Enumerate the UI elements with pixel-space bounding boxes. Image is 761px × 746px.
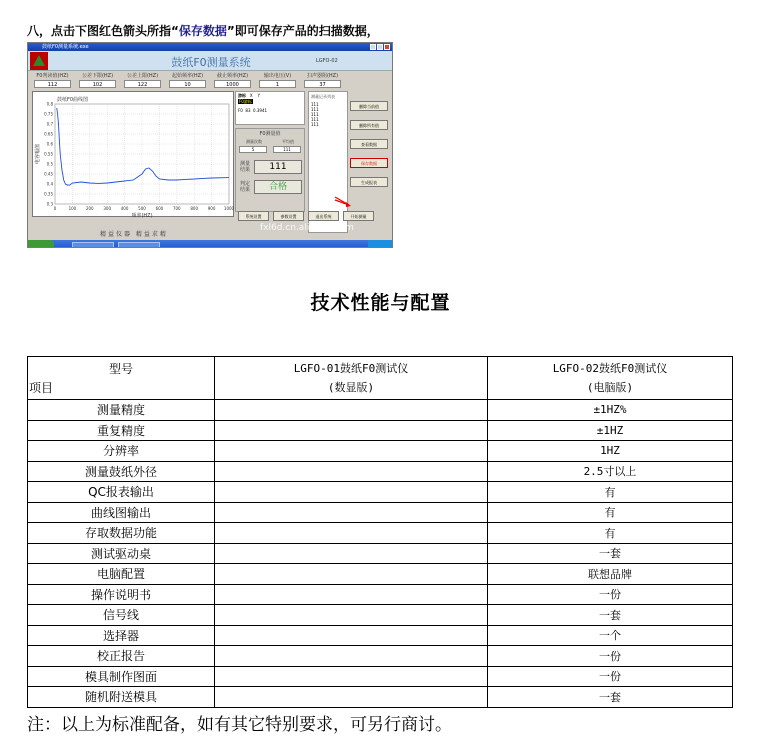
product1-cell bbox=[215, 502, 488, 523]
param-start bbox=[165, 72, 210, 88]
param-label: 起始频率(HZ) bbox=[171, 73, 204, 79]
window-title: 鼓纸F0测量系统.exe bbox=[42, 44, 89, 50]
model-tag: LGFO-02 bbox=[316, 58, 338, 64]
spec-table bbox=[27, 356, 733, 708]
table-row bbox=[28, 625, 733, 646]
judge-result bbox=[240, 179, 302, 195]
item-cell: 测试驱动桌 bbox=[28, 543, 215, 564]
record-item[interactable]: 111 bbox=[311, 102, 319, 107]
param-label: F0判读值(HZ) bbox=[36, 73, 69, 79]
y-tick-label: 0.35 bbox=[44, 191, 53, 197]
item-cell: 重复精度 bbox=[28, 420, 215, 441]
y-tick-label: 0.55 bbox=[44, 151, 53, 157]
avg-label: 平均值 bbox=[282, 139, 294, 144]
plot-title: 鼓纸F0曲线图 bbox=[57, 97, 89, 103]
start-button[interactable] bbox=[28, 240, 54, 248]
f0-curve-plot bbox=[32, 91, 234, 217]
product2-cell: 一套 bbox=[488, 687, 733, 708]
product2-variant: (电脑版) bbox=[586, 381, 634, 394]
product1-cell bbox=[215, 646, 488, 667]
product2-cell: ±1HZ% bbox=[488, 400, 733, 421]
judge-label: 判定结果 bbox=[240, 181, 251, 193]
x-tick-label: 900 bbox=[207, 206, 216, 211]
system-settings-button[interactable]: 系统设置 bbox=[238, 211, 269, 221]
param-value[interactable]: 122 bbox=[124, 80, 161, 88]
table-row bbox=[28, 502, 733, 523]
x-tick-label: 800 bbox=[190, 206, 199, 211]
param-bar bbox=[30, 72, 345, 88]
param-label: 输出电压(V) bbox=[263, 73, 292, 79]
window-titlebar bbox=[28, 43, 393, 51]
slogan: 精益仪器 精益求精 bbox=[100, 231, 168, 238]
product1-variant: (数显版) bbox=[327, 381, 375, 394]
cursor-f0-label: F0 bbox=[238, 108, 243, 113]
product1-cell bbox=[215, 687, 488, 708]
record-item[interactable]: 111 bbox=[311, 122, 319, 127]
table-row bbox=[28, 564, 733, 585]
product1-name: LGFO-01鼓纸F0测试仪 bbox=[293, 362, 409, 375]
param-value[interactable]: 1000 bbox=[214, 80, 251, 88]
product2-cell: 一份 bbox=[488, 646, 733, 667]
item-cell: 信号线 bbox=[28, 605, 215, 626]
taskbar-item[interactable] bbox=[72, 242, 114, 248]
watermark: fxl6d.cn.alibaba.com bbox=[260, 223, 354, 233]
header-product-2 bbox=[488, 357, 733, 400]
header-item-label: 项目 bbox=[29, 381, 54, 395]
y-tick-label: 0.8 bbox=[46, 101, 53, 107]
item-cell: QC报表输出 bbox=[28, 482, 215, 503]
product2-cell: 一套 bbox=[488, 543, 733, 564]
table-row bbox=[28, 666, 733, 687]
y-tick-label: 0.5 bbox=[46, 161, 53, 167]
y-tick-label: 0.45 bbox=[44, 171, 53, 177]
product1-cell bbox=[215, 543, 488, 564]
product2-cell: 1HZ bbox=[488, 441, 733, 462]
section-heading: 技术性能与配置 bbox=[310, 292, 451, 314]
item-cell: 分辨率 bbox=[28, 441, 215, 462]
header-product-1 bbox=[215, 357, 488, 400]
table-row bbox=[28, 523, 733, 544]
item-cell: 测量精度 bbox=[28, 400, 215, 421]
item-cell: 选择器 bbox=[28, 625, 215, 646]
judge-value: 合格 bbox=[254, 180, 302, 194]
param-voltage bbox=[255, 72, 300, 88]
table-row bbox=[28, 400, 733, 421]
side-buttons bbox=[350, 101, 388, 196]
table-row bbox=[28, 543, 733, 564]
system-tray bbox=[368, 240, 393, 248]
param-label: 扫声器阻(HZ) bbox=[306, 73, 339, 79]
product1-cell bbox=[215, 400, 488, 421]
x-tick-label: 500 bbox=[138, 206, 146, 211]
item-cell: 模具制作图面 bbox=[28, 666, 215, 687]
product1-cell bbox=[215, 420, 488, 441]
result-label: 测量结果 bbox=[240, 161, 251, 173]
exit-system-button[interactable]: 退出系统 bbox=[308, 211, 339, 221]
param-value[interactable]: 37 bbox=[304, 80, 341, 88]
delete-all-button[interactable]: 删除所有值 bbox=[350, 120, 388, 130]
product1-cell bbox=[215, 564, 488, 585]
generate-report-button[interactable]: 生成报表 bbox=[350, 177, 388, 187]
param-lower bbox=[75, 72, 120, 88]
product2-cell: 一份 bbox=[488, 584, 733, 605]
table-header-row bbox=[28, 357, 733, 400]
product1-cell bbox=[215, 666, 488, 687]
y-tick-label: 0.7 bbox=[46, 121, 53, 127]
table-row bbox=[28, 441, 733, 462]
record-item[interactable]: 111 bbox=[311, 112, 319, 117]
table-row bbox=[28, 646, 733, 667]
product2-cell: 联想品牌 bbox=[488, 564, 733, 585]
y-tick-label: 0.6 bbox=[46, 141, 53, 147]
x-tick-label: 700 bbox=[172, 206, 181, 211]
step-title-highlight: 保存数据 bbox=[178, 24, 227, 38]
view-data-button[interactable]: 查看数据 bbox=[350, 139, 388, 149]
product2-cell: 一个 bbox=[488, 625, 733, 646]
product2-cell: ±1HZ bbox=[488, 420, 733, 441]
app-title: 鼓纸F0测量系统 bbox=[171, 56, 251, 69]
product2-cell: 一套 bbox=[488, 605, 733, 626]
x-tick-label: 200 bbox=[85, 206, 94, 211]
x-tick-label: 0 bbox=[53, 206, 57, 211]
y-tick-label: 0.4 bbox=[46, 181, 53, 187]
taskbar-item[interactable] bbox=[118, 242, 160, 248]
maximize-icon[interactable] bbox=[377, 44, 383, 50]
product2-name: LGFO-02鼓纸F0测试仪 bbox=[552, 362, 668, 375]
x-tick-label: 300 bbox=[103, 206, 112, 211]
y-tick-label: 0.75 bbox=[44, 111, 53, 117]
bottom-buttons bbox=[238, 211, 374, 221]
header-corner-cell bbox=[28, 357, 215, 400]
product1-cell bbox=[215, 584, 488, 605]
cursor-label: 游标 bbox=[238, 93, 246, 98]
avg-value: 111 bbox=[273, 146, 301, 153]
table-row bbox=[28, 461, 733, 482]
window-controls bbox=[370, 44, 390, 50]
param-value[interactable]: 10 bbox=[169, 80, 206, 88]
table-row bbox=[28, 687, 733, 708]
param-upper bbox=[120, 72, 165, 88]
cursor-y-label: Y bbox=[257, 93, 261, 98]
footnote: 注：以上为标准配备，如有其它特别要求，可另行商讨。 bbox=[27, 715, 452, 735]
product1-cell bbox=[215, 605, 488, 626]
param-impedance bbox=[300, 72, 345, 88]
red-arrow-icon bbox=[334, 195, 352, 209]
software-screenshot bbox=[27, 42, 393, 248]
cursor-y-value: 0.3941 bbox=[253, 108, 268, 113]
cursor-name: F0游标 bbox=[239, 99, 252, 104]
item-cell: 校正报告 bbox=[28, 646, 215, 667]
item-cell: 测量鼓纸外径 bbox=[28, 461, 215, 482]
param-label: 公差下限(HZ) bbox=[81, 73, 114, 79]
measure-result bbox=[240, 159, 302, 175]
measurement-caption: F0测量值 bbox=[259, 131, 281, 137]
x-tick-label: 100 bbox=[68, 206, 77, 211]
record-item[interactable]: 111 bbox=[311, 107, 319, 112]
table-row bbox=[28, 584, 733, 605]
product2-cell: 有 bbox=[488, 482, 733, 503]
product1-cell bbox=[215, 461, 488, 482]
table-row bbox=[28, 605, 733, 626]
count-value: 5 bbox=[239, 146, 267, 153]
header-model-label: 型号 bbox=[108, 362, 133, 376]
step-title-prefix: 八，点击下图红色箭头所指“ bbox=[27, 24, 179, 38]
y-tick-label: 0.65 bbox=[44, 131, 53, 137]
product1-cell bbox=[215, 523, 488, 544]
cursor-x-value: 83 bbox=[245, 108, 251, 113]
x-axis-label: 频率(HZ) bbox=[131, 213, 153, 218]
records-header: 测量记录列表 bbox=[311, 94, 335, 99]
product1-cell bbox=[215, 441, 488, 462]
product1-cell bbox=[215, 625, 488, 646]
product2-cell: 有 bbox=[488, 523, 733, 544]
param-value[interactable]: 112 bbox=[34, 80, 71, 88]
y-axis-label: 电容幅值 bbox=[35, 143, 41, 165]
cursor-panel bbox=[235, 91, 305, 125]
product1-cell bbox=[215, 482, 488, 503]
param-value[interactable]: 1 bbox=[259, 80, 296, 88]
x-tick-label: 600 bbox=[155, 206, 164, 211]
param-stop bbox=[210, 72, 255, 88]
delete-current-button[interactable]: 删除当前值 bbox=[350, 101, 388, 111]
step-title bbox=[27, 22, 379, 39]
item-cell: 随机附送模具 bbox=[28, 687, 215, 708]
x-tick-label: 1000 bbox=[223, 206, 235, 211]
minimize-icon[interactable] bbox=[370, 44, 376, 50]
measurement-panel bbox=[235, 128, 305, 212]
item-cell: 存取数据功能 bbox=[28, 523, 215, 544]
item-cell: 操作说明书 bbox=[28, 584, 215, 605]
param-settings-button[interactable]: 参数设置 bbox=[273, 211, 304, 221]
item-cell: 曲线图输出 bbox=[28, 502, 215, 523]
param-value[interactable]: 102 bbox=[79, 80, 116, 88]
save-data-button[interactable]: 保存数据 bbox=[350, 158, 388, 168]
x-tick-label: 400 bbox=[120, 206, 129, 211]
param-label: 截止频率(HZ) bbox=[216, 73, 249, 79]
f0-curve-svg bbox=[33, 92, 235, 218]
param-f0 bbox=[30, 72, 75, 88]
table-row bbox=[28, 482, 733, 503]
product2-cell: 一份 bbox=[488, 666, 733, 687]
count-label: 测量次数 bbox=[246, 139, 262, 144]
table-row bbox=[28, 420, 733, 441]
product2-cell: 有 bbox=[488, 502, 733, 523]
cursor-x-label: X bbox=[249, 93, 253, 98]
y-tick-label: 0.3 bbox=[46, 201, 53, 207]
product2-cell: 2.5寸以上 bbox=[488, 461, 733, 482]
start-measure-button[interactable]: 开始测量 bbox=[343, 211, 374, 221]
close-icon[interactable] bbox=[384, 44, 390, 50]
result-value: 111 bbox=[254, 160, 302, 174]
record-item[interactable]: 111 bbox=[311, 117, 319, 122]
step-title-suffix: ”即可保存产品的扫描数据， bbox=[226, 24, 379, 38]
param-label: 公差上限(HZ) bbox=[126, 73, 159, 79]
item-cell: 电脑配置 bbox=[28, 564, 215, 585]
